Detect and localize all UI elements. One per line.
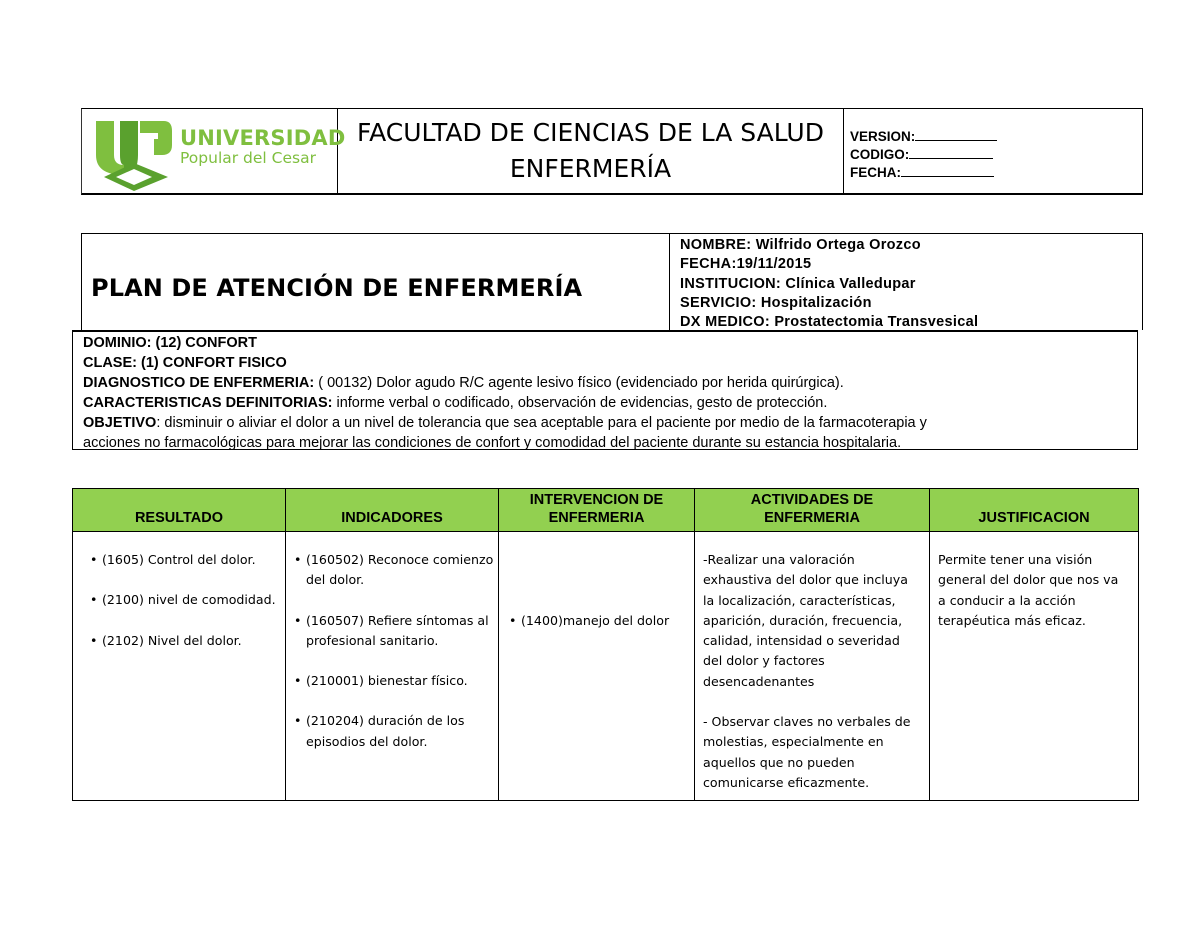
program-title: ENFERMERÍA (509, 154, 672, 183)
list-item: • (2100) nivel de comodidad. (90, 592, 276, 608)
list-item: • (160507) Refiere síntomas al profesional sanitario. (294, 612, 489, 648)
dominio-text: DOMINIO: (12) CONFORT (83, 335, 257, 351)
header-actividades: ACTIVIDADES DE ENFERMERIA (695, 489, 930, 532)
patient-date: FECHA:19/11/2015 (680, 256, 812, 273)
caracteristicas-text: informe verbal o codificado, observación de evidencias, gesto de protección. (332, 395, 828, 411)
header-intervencion: INTERVENCION DE ENFERMERIA (499, 489, 695, 532)
list-item: • (2102) Nivel del dolor. (90, 632, 242, 648)
list-item: • (1400)manejo del dolor (509, 613, 670, 628)
clase-text: CLASE: (1) CONFORT FISICO (83, 355, 287, 371)
diagnostico-line (83, 373, 1137, 393)
logo-line1: UNIVERSIDAD (180, 126, 346, 150)
version-label: VERSION: (850, 129, 916, 144)
actividad-2: - Observar claves no verbales de molestias, especialmente en aquellos que no pueden comunicarse eficazmente. (703, 714, 911, 790)
intervencion-cell (499, 550, 695, 800)
table-header-row (73, 489, 1139, 532)
document-meta (844, 109, 1142, 193)
patient-info (670, 234, 1142, 330)
patient-service: SERVICIO: Hospitalización (680, 294, 872, 311)
objetivo-line (83, 413, 1137, 433)
justificacion-cell (930, 550, 1139, 800)
list-item: • (1605) Control del dolor. (90, 552, 256, 567)
patient-diagnosis: DX MEDICO: Prostatectomia Transvesical (680, 314, 979, 331)
logo-cell (82, 109, 346, 193)
plan-header (81, 233, 1143, 330)
codigo-label: CODIGO: (850, 147, 910, 162)
document-header (81, 108, 1143, 195)
plan-title-cell (82, 234, 670, 330)
care-plan-table (72, 488, 1139, 801)
patient-name: NOMBRE: Wilfrido Ortega Orozco (680, 237, 921, 253)
faculty-title: FACULTAD DE CIENCIAS DE LA SALUD (357, 118, 824, 147)
header-justificacion: JUSTIFICACION (930, 489, 1139, 532)
indicadores-cell (286, 550, 499, 800)
list-item: • (210204) duración de los episodios del dolor. (294, 713, 465, 749)
clase-line (83, 353, 1137, 373)
list-item: • (210001) bienestar físico. (294, 673, 468, 689)
fecha-label: FECHA: (850, 165, 901, 180)
actividades-cell (695, 550, 930, 800)
diagnostico-text: ( 00132) Dolor agudo R/C agente lesivo físico (evidenciado por herida quirúrgica). (314, 375, 844, 391)
list-item: • (160502) Reconoce comienzo del dolor. (294, 552, 494, 588)
logo-text (180, 127, 345, 167)
university-logo-icon (94, 115, 174, 191)
table-spacer-row (73, 532, 1139, 551)
version-blank (915, 128, 997, 141)
patient-institution: INSTITUCION: Clínica Valledupar (680, 275, 916, 292)
logo-line2: Popular del Cesar (180, 149, 316, 167)
faculty-title-cell (338, 109, 844, 193)
objetivo-text-2: acciones no farmacológicas para mejorar las condiciones de confort y comodidad del paciente durante su estancia hospitalaria. (83, 435, 902, 451)
diagnosis-box (72, 330, 1138, 450)
fecha-blank (901, 164, 994, 177)
objetivo-line-2 (83, 433, 1137, 453)
plan-title: PLAN DE ATENCIÓN DE ENFERMERÍA (91, 274, 583, 302)
dominio-line (83, 333, 1137, 353)
table-row (73, 550, 1139, 800)
caracteristicas-line (83, 393, 1137, 413)
resultado-cell (73, 550, 286, 800)
diagnostico-label: DIAGNOSTICO DE ENFERMERIA: (83, 375, 315, 391)
codigo-blank (909, 146, 993, 159)
objetivo-label: OBJETIVO (83, 415, 157, 431)
objetivo-text-1: : disminuir o aliviar el dolor a un nivel de tolerancia que sea aceptable para el paciente por medio de la farmacoterapia y (156, 415, 927, 431)
justificacion-text: Permite tener una visión general del dolor que nos va a conducir a la acción terapéutica más eficaz. (938, 552, 1119, 628)
actividad-1: -Realizar una valoración exhaustiva del dolor que incluya la localización, características, aparición, duración, frecuencia, calidad, intensidad o severidad del dolor y factores desencadenantes (703, 552, 908, 689)
caracteristicas-label: CARACTERISTICAS DEFINITORIAS: (83, 395, 333, 411)
header-indicadores: INDICADORES (286, 489, 499, 532)
header-resultado: RESULTADO (73, 489, 286, 532)
